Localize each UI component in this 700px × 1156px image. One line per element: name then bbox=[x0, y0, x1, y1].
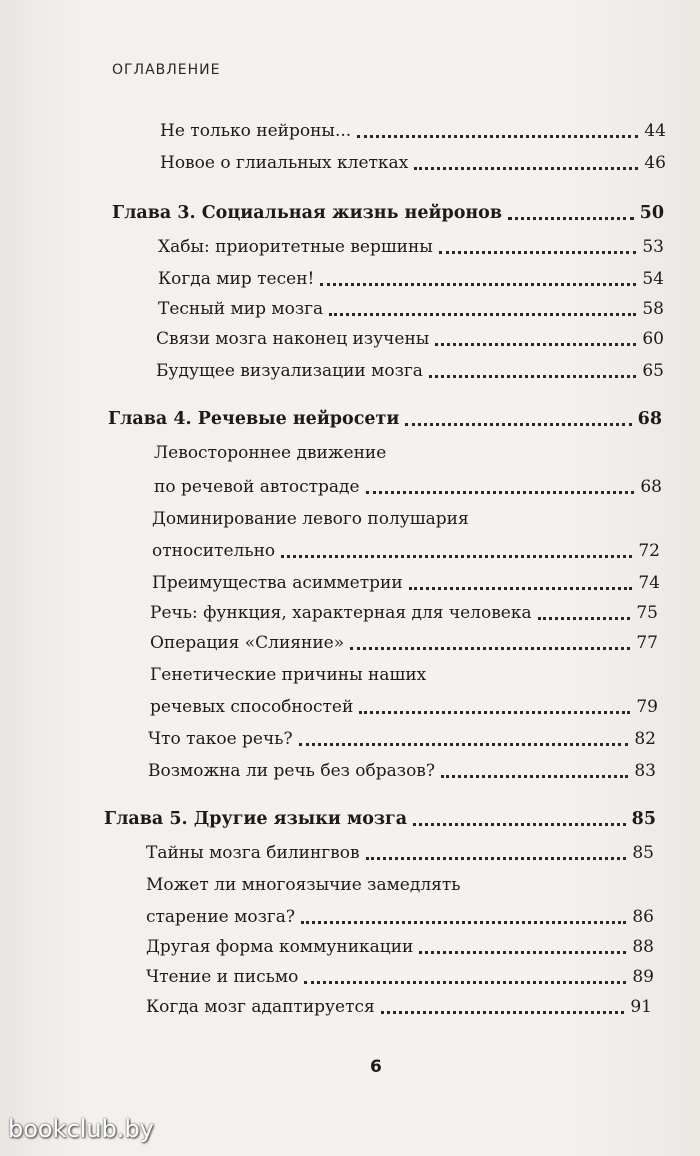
toc-entry-title: Чтение и письмо bbox=[146, 967, 299, 987]
toc-entry bbox=[158, 268, 664, 290]
leader-dots bbox=[405, 417, 631, 426]
toc-entry-title: Возможна ли речь без образов? bbox=[148, 761, 435, 781]
toc-entry bbox=[156, 360, 664, 382]
toc-entry-page: 82 bbox=[634, 729, 656, 749]
toc-entry-page: 79 bbox=[636, 697, 658, 717]
leader-dots bbox=[429, 369, 636, 378]
toc-entry-page: 91 bbox=[630, 997, 652, 1017]
leader-dots bbox=[508, 211, 634, 220]
toc-entry bbox=[146, 966, 654, 988]
leader-dots bbox=[435, 337, 636, 346]
leader-dots bbox=[366, 851, 626, 860]
toc-entry-title: Другая форма коммуникации bbox=[146, 937, 414, 957]
toc-entry-line1 bbox=[146, 874, 654, 896]
toc-chapter bbox=[108, 408, 662, 430]
toc-chapter bbox=[112, 202, 664, 224]
toc-entry-title-cont: по речевой автостраде bbox=[154, 477, 360, 497]
leader-dots bbox=[439, 245, 636, 254]
toc-entry bbox=[152, 540, 660, 562]
toc-entry bbox=[148, 728, 656, 750]
leader-dots bbox=[366, 485, 634, 494]
toc-entry-title: Что такое речь? bbox=[148, 729, 293, 749]
toc-entry bbox=[150, 602, 658, 624]
toc-entry-page: 75 bbox=[636, 603, 658, 623]
toc-entry bbox=[146, 996, 652, 1018]
toc-entry-page: 88 bbox=[632, 937, 654, 957]
leader-dots bbox=[301, 915, 626, 924]
leader-dots bbox=[350, 641, 630, 650]
leader-dots bbox=[304, 975, 626, 984]
toc-entry bbox=[160, 152, 666, 174]
toc-entry-page: 72 bbox=[638, 541, 660, 561]
toc-entry-title: Может ли многоязычие замедлять bbox=[146, 875, 461, 895]
toc-entry bbox=[150, 632, 658, 654]
toc-entry-page: 68 bbox=[637, 409, 662, 429]
toc-entry-title: Доминирование левого полушария bbox=[152, 509, 469, 529]
toc-entry bbox=[154, 476, 662, 498]
toc-entry-title: Новое о глиальных клетках bbox=[160, 153, 409, 173]
toc-entry-title-cont: речевых способностей bbox=[150, 697, 354, 717]
page-number: 6 bbox=[370, 1057, 382, 1077]
toc-entry-title: Будущее визуализации мозга bbox=[156, 361, 423, 381]
leader-dots bbox=[414, 161, 638, 170]
toc-entry-page: 46 bbox=[644, 153, 666, 173]
toc-entry-line1 bbox=[152, 508, 660, 530]
toc-entry-title: Когда мир тесен! bbox=[158, 269, 315, 289]
leader-dots bbox=[299, 737, 628, 746]
toc-entry-page: 77 bbox=[636, 633, 658, 653]
toc-entry-line1 bbox=[154, 442, 662, 464]
leader-dots bbox=[281, 549, 632, 558]
toc-entry-page: 54 bbox=[642, 269, 664, 289]
toc-entry-title: Связи мозга наконец изучены bbox=[156, 329, 430, 349]
toc-entry bbox=[158, 236, 664, 258]
toc-entry-page: 50 bbox=[639, 203, 664, 223]
leader-dots bbox=[409, 581, 632, 590]
toc-entry-title: Генетические причины наших bbox=[150, 665, 427, 685]
toc-entry-line1 bbox=[150, 664, 658, 686]
toc-entry-page: 53 bbox=[642, 237, 664, 257]
toc-entry-title-cont: относительно bbox=[152, 541, 276, 561]
toc-entry bbox=[146, 936, 654, 958]
toc-entry bbox=[146, 906, 654, 928]
toc-entry bbox=[146, 842, 654, 864]
toc-entry-title: Левостороннее движение bbox=[154, 443, 387, 463]
leader-dots bbox=[381, 1005, 624, 1014]
running-head: ОГЛАВЛЕНИЕ bbox=[112, 62, 221, 78]
toc-entry-page: 89 bbox=[632, 967, 654, 987]
toc-entry-page: 60 bbox=[642, 329, 664, 349]
toc-entry-title: Речь: функция, характерная для человека bbox=[150, 603, 532, 623]
toc-entry-title: Когда мозг адаптируется bbox=[146, 997, 375, 1017]
toc-chapter-title: Глава 3. Социальная жизнь нейронов bbox=[112, 203, 503, 223]
toc-entry bbox=[150, 696, 658, 718]
toc-entry-page: 83 bbox=[634, 761, 656, 781]
leader-dots bbox=[441, 769, 628, 778]
toc-entry-title: Тесный мир мозга bbox=[158, 299, 324, 319]
leader-dots bbox=[359, 705, 630, 714]
toc-chapter-title: Глава 5. Другие языки мозга bbox=[104, 809, 408, 829]
toc-entry-page: 85 bbox=[632, 843, 654, 863]
leader-dots bbox=[329, 307, 636, 316]
toc-entry-title: Преимущества асимметрии bbox=[152, 573, 403, 593]
toc-entry bbox=[156, 328, 664, 350]
toc-chapter-title: Глава 4. Речевые нейросети bbox=[108, 409, 400, 429]
toc-entry bbox=[148, 760, 656, 782]
toc-entry-title: Не только нейроны... bbox=[160, 121, 352, 141]
toc-entry bbox=[152, 572, 660, 594]
toc-entry-page: 44 bbox=[644, 121, 666, 141]
leader-dots bbox=[320, 277, 636, 286]
toc-chapter bbox=[104, 808, 656, 830]
leader-dots bbox=[413, 817, 626, 826]
toc-entry-title: Хабы: приоритетные вершины bbox=[158, 237, 433, 257]
toc-entry bbox=[160, 120, 666, 142]
toc-entry-title: Операция «Слияние» bbox=[150, 633, 345, 653]
toc-entry-page: 68 bbox=[640, 477, 662, 497]
toc-entry-page: 74 bbox=[638, 573, 660, 593]
toc-entry-title: Тайны мозга билингвов bbox=[146, 843, 360, 863]
toc-entry-title-cont: старение мозга? bbox=[146, 907, 296, 927]
toc-entry-page: 65 bbox=[642, 361, 664, 381]
toc-entry-page: 86 bbox=[632, 907, 654, 927]
leader-dots bbox=[538, 611, 630, 620]
leader-dots bbox=[357, 129, 638, 138]
leader-dots bbox=[419, 945, 626, 954]
toc-entry-page: 58 bbox=[642, 299, 664, 319]
toc-entry bbox=[158, 298, 664, 320]
site-watermark: bookclub.by bbox=[8, 1115, 154, 1143]
toc-entry-page: 85 bbox=[631, 809, 656, 829]
